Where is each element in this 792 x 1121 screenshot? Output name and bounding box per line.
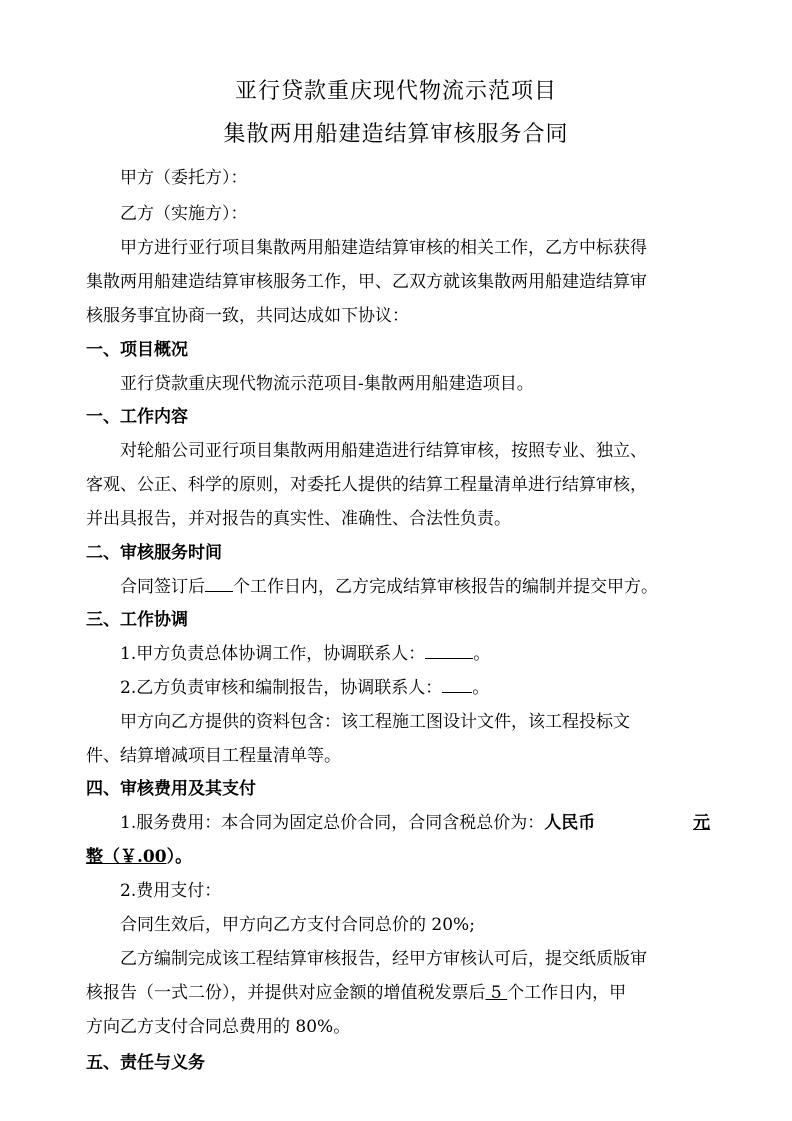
work-content-line-2: 客观、公正、科学的原则，对委托人提供的结算工程量清单进行结算审核， [86,475,647,495]
coordination-item-2-pre: 2.乙方负责审核和编制报告，协调联系人： [120,678,443,698]
payment-2-line-3: 方向乙方支付合同总费用的 80%。 [86,1017,351,1037]
contact-b-blank [442,676,472,693]
contact-a-blank [425,642,473,659]
section-heading-coordination: 三、工作协调 [86,610,188,630]
party-a-label: 甲方（委托方）： [120,168,248,188]
materials-line-1: 甲方向乙方提供的资料包含：该工程施工图设计文件，该工程投标文 [120,712,630,732]
intro-line-3: 核服务事宜协商一致，共同达成如下协议： [86,306,409,326]
fee-unit-yuan: 元 [693,813,710,833]
service-time-text [120,572,658,597]
overview-text: 亚行贷款重庆现代物流示范项目-集散两用船建造项目。 [120,374,534,394]
fee-amount-suffix: ）。 [166,847,193,867]
coordination-item-1 [120,639,490,664]
party-b-label: 乙方（实施方）： [120,204,248,224]
coordination-item-2 [120,673,489,698]
fee-currency: 人民币 [544,813,596,833]
coordination-item-1-post: 。 [473,644,491,664]
fee-item-1-line-2 [86,842,192,867]
document-title-line2: 集散两用船建造结算审核服务合同 [223,122,569,147]
payment-2-pre: 核报告（一式二份），并提供对应金额的增值税发票后 [86,983,486,1003]
section-heading-service-time: 二、审核服务时间 [86,543,222,563]
fee-item-2: 2.费用支付： [120,881,222,901]
document-title-line1: 亚行贷款重庆现代物流示范项目 [234,79,557,104]
payment-2-post: 个工作日内，甲 [507,983,627,1003]
section-heading-responsibilities: 五、责任与义务 [86,1053,205,1073]
payment-1: 合同生效后，甲方向乙方支付合同总价的 20%; [120,915,475,935]
fee-amount: .00 [137,847,167,867]
work-content-line-1: 对轮船公司亚行项目集散两用船建造进行结算审核，按照专业、独立、 [120,441,647,461]
fee-item-1-pre: 1.服务费用：本合同为固定总价合同，合同含税总价为： [120,813,545,833]
intro-line-2: 集散两用船建造结算审核服务工作，甲、乙双方就该集散两用船建造结算审 [86,272,647,292]
intro-line-1: 甲方进行亚行项目集散两用船建造结算审核的相关工作，乙方中标获得 [120,238,647,258]
payment-days: 5 [485,983,508,1003]
payment-2-line-1: 乙方编制完成该工程结算审核报告，经甲方审核认可后，提交纸质版审 [120,949,647,969]
payment-2-line-2 [86,978,626,1003]
fee-amount-prefix: 整（￥ [86,847,137,867]
service-time-post: 个工作日内，乙方完成结算审核报告的编制并提交甲方。 [233,577,658,597]
work-content-line-3: 并出具报告，并对报告的真实性、准确性、合法性负责。 [86,509,511,529]
materials-line-2: 件、结算增减项目工程量清单等。 [86,746,341,766]
section-heading-fees: 四、审核费用及其支付 [86,779,256,799]
days-blank [205,575,233,592]
section-heading-overview: 一、项目概况 [86,340,188,360]
coordination-item-2-post: 。 [472,678,490,698]
service-time-pre: 合同签订后 [120,577,205,597]
coordination-item-1-pre: 1.甲方负责总体协调工作，协调联系人： [120,644,426,664]
fee-item-1 [120,808,710,833]
section-heading-work-content: 一、工作内容 [86,407,188,427]
